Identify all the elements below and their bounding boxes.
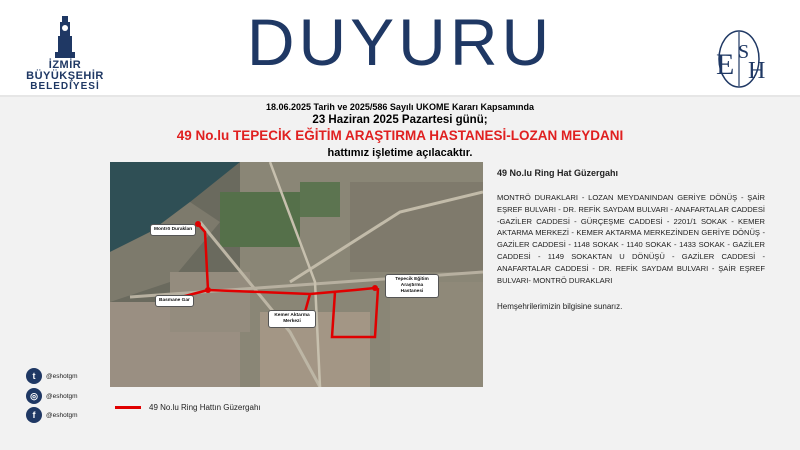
route-description [497,168,765,311]
social-handle: @eshotgm [46,411,78,419]
route-heading: 49 No.lu Ring Hat Güzergahı [497,168,619,178]
decision-reference: 18.06.2025 Tarih ve 2025/586 Sayılı UKOME Kararı Kapsamında [266,102,534,112]
map-label-tepecik: Tepecik Eğitim Araştırma Hastanesi [385,274,439,298]
route-line-swatch [115,406,141,409]
map-label-kemer: Kemer Aktarma Merkezi [268,310,316,328]
page-title: DUYURU [246,5,554,79]
notice-ending: hattımız işletime açılacaktır. [327,147,473,159]
header-divider [0,95,800,97]
eshot-logo [708,28,770,90]
svg-text:H: H [748,58,766,84]
closing-text: Hemşehrilerimizin bilgisine sunarız. [497,302,623,312]
svg-text:S: S [738,41,750,63]
logo-line-2: BÜYÜKŞEHİR [26,70,104,82]
start-date: 23 Haziran 2025 Pazartesi günü; [312,114,488,126]
svg-text:E: E [716,48,735,81]
route-stops-text: MONTRÖ DURAKLARI - LOZAN MEYDANINDAN GERİYE DÖNÜŞ - ŞAİR EŞREF BULVARI - DR. REFİK SAYDAM BULVARI - ANAFARTALAR CADDESİ -GAZİLER CADDESİ - GÜRÇEŞME CADDESİ - 2201/1 SOKAK - KEMER AKTARMA MERKEZİ - KEMER AKTARMA MERKEZİNDEN GERİYE DÖNÜŞ - GAZİLER CADDESİ - 1148 SOKAK - 1140 SOKAK - 1433 SOKAK - GAZİLER CADDESİ - 1149 SOKAKTAN U DÖNÜŞÜ - GAZİLER CADDESİ - ANAFARTALAR CADDESİ - DR. REFİK SAYDAM BULVARI - ŞAİR EŞREF BULVARI- MONTRÖ DURAKLARI [497,193,765,285]
legend-label: 49 No.lu Ring Hattın Güzergahı [149,403,261,412]
logo-line-1: İZMİR [48,59,82,71]
map-label-basmane: Basmane Gar [155,295,194,307]
facebook-icon: f [26,407,42,423]
map-legend [115,403,261,412]
route-map [110,162,483,387]
social-twitter[interactable] [26,367,146,385]
logo-line-3: BELEDİYESİ [30,81,100,92]
twitter-icon: t [26,368,42,384]
social-handle: @eshotgm [46,372,78,380]
map-label-montro: Montrö Durakları [150,224,196,236]
route-name: 49 No.lu TEPECİK EĞİTİM ARAŞTIRMA HASTANESİ-LOZAN MEYDANI [176,128,624,143]
instagram-icon: ◎ [26,388,42,404]
social-handle: @eshotgm [46,392,78,400]
